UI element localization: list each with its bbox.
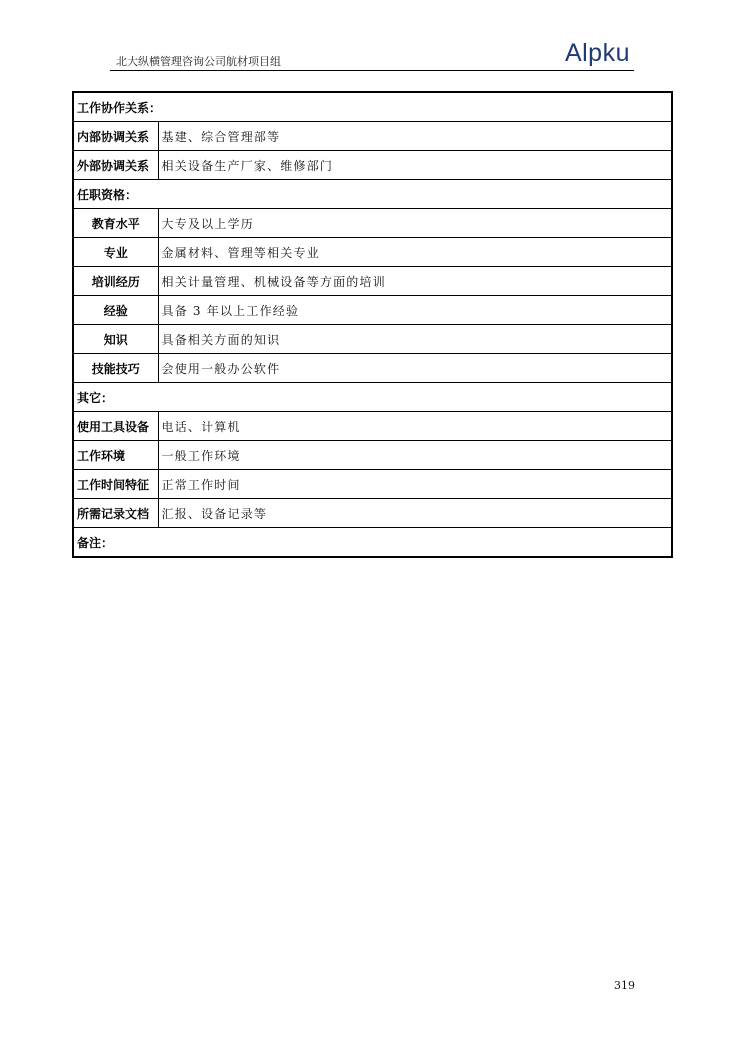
section-row-coordination — [73, 92, 672, 122]
table-row — [73, 267, 672, 296]
section-heading-notes: 备注： — [73, 528, 672, 558]
row-value-internal-coordination: 基建、综合管理部等 — [158, 122, 672, 151]
table-row — [73, 151, 672, 180]
section-row-other — [73, 383, 672, 412]
table-row — [73, 122, 672, 151]
header-title: 北大纵横管理咨询公司航材项目组 — [116, 55, 281, 68]
row-value-skills: 会使用一般办公软件 — [158, 354, 672, 383]
row-value-training: 相关计量管理、机械设备等方面的培训 — [158, 267, 672, 296]
table-row — [73, 499, 672, 528]
row-label-major: 专业 — [73, 238, 158, 267]
row-label-environment: 工作环境 — [73, 441, 158, 470]
row-label-experience: 经验 — [73, 296, 158, 325]
section-row-qualifications — [73, 180, 672, 209]
row-value-work-hours: 正常工作时间 — [158, 470, 672, 499]
row-label-records: 所需记录文档 — [73, 499, 158, 528]
row-value-education: 大专及以上学历 — [158, 209, 672, 238]
section-heading-qualifications: 任职资格： — [73, 180, 672, 209]
row-label-skills: 技能技巧 — [73, 354, 158, 383]
row-value-environment: 一般工作环境 — [158, 441, 672, 470]
row-label-external-coordination: 外部协调关系 — [73, 151, 158, 180]
job-description-table — [72, 91, 673, 558]
company-logo: Alpku — [564, 39, 630, 67]
page-header — [110, 38, 634, 71]
row-value-external-coordination: 相关设备生产厂家、维修部门 — [158, 151, 672, 180]
row-value-experience: 具备 3 年以上工作经验 — [158, 296, 672, 325]
section-row-notes — [73, 528, 672, 558]
row-label-tools: 使用工具设备 — [73, 412, 158, 441]
page-number: 319 — [614, 979, 635, 992]
table-row — [73, 354, 672, 383]
table-row — [73, 412, 672, 441]
section-heading-other: 其它： — [73, 383, 672, 412]
table-row — [73, 470, 672, 499]
section-heading-coordination: 工作协作关系： — [73, 92, 672, 122]
row-label-internal-coordination: 内部协调关系 — [73, 122, 158, 151]
table-row — [73, 238, 672, 267]
row-value-records: 汇报、设备记录等 — [158, 499, 672, 528]
row-label-knowledge: 知识 — [73, 325, 158, 354]
row-label-training: 培训经历 — [73, 267, 158, 296]
row-value-tools: 电话、计算机 — [158, 412, 672, 441]
table-row — [73, 209, 672, 238]
row-label-education: 教育水平 — [73, 209, 158, 238]
table-row — [73, 325, 672, 354]
row-value-major: 金属材料、管理等相关专业 — [158, 238, 672, 267]
row-label-work-hours: 工作时间特征 — [73, 470, 158, 499]
table-row — [73, 441, 672, 470]
row-value-knowledge: 具备相关方面的知识 — [158, 325, 672, 354]
table-row — [73, 296, 672, 325]
